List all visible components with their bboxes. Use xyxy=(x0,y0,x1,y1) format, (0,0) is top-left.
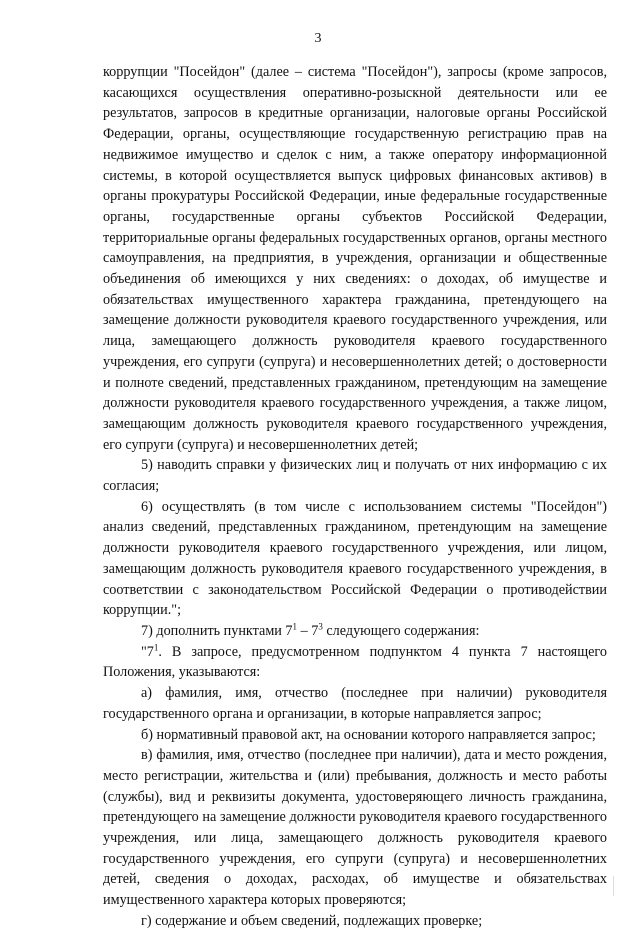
point-7-1-text-a: "7 xyxy=(141,643,154,660)
paragraph-subitem-a: а) фамилия, имя, отчество (последнее при наличии) руководителя государственного органа и организации, в которые направляется запрос; xyxy=(103,685,607,722)
scan-edge-mark xyxy=(613,876,622,896)
paragraph-point-7-1 xyxy=(103,642,607,683)
paragraph-item-7 xyxy=(103,621,607,642)
item-7-sup-1: 1 xyxy=(292,621,298,632)
document-body xyxy=(103,62,607,932)
paragraph-subitem-v: в) фамилия, имя, отчество (последнее при наличии), дата и место рождения, место регистрации, жительства и (или) пребывания, должность и место работы (службы), вид и реквизиты документа, удостоверяющего личность гражданина, претендующего на замещение должности руководителя краевого государственного учреждения, или лица, замещающего должность руководителя краевого государственного учреждения, его супруги (супруга) и несовершеннолетних детей, сведения о доходах, расходах, об имуществе и обязательствах имущественного характера которых проверяются; xyxy=(103,747,607,909)
item-7-sup-2: 3 xyxy=(318,621,323,632)
paragraph-subitem-b: б) нормативный правовой акт, на основании которого направляется запрос; xyxy=(141,726,596,743)
paragraph-item-6: 6) осуществлять (в том числе с использованием системы "Посейдон") анализ сведений, представленных гражданином, претендующим на замещение должности руководителя краевого государственного учреждения, или лицом, замещающим должность руководителя краевого государственного учреждения, в соответствии с законодательством Российской Федерации о противодействии коррупции."; xyxy=(103,498,607,619)
page-number: 3 xyxy=(314,31,322,46)
paragraph-item-5: 5) наводить справки у физических лиц и получать от них информацию с их согласия; xyxy=(103,457,607,495)
point-7-1-sup: 1 xyxy=(153,641,159,652)
item-7-text-a: 7) дополнить пунктами 7 xyxy=(141,622,293,639)
paragraph-continuation: коррупции "Посейдон" (далее – система "Посейдон"), запросы (кроме запросов, касающихся осуществления оперативно-розыскной деятельности или ее результатов, запросов в кредитные организации, налоговые органы Российской Федерации, органы, осуществляющие государственную регистрацию прав на недвижимое имущество и сделок с ним, а также оператору информационной системы, в которой осуществляется выпуск цифровых финансовых активов) в органы прокуратуры Российской Федерации, иные федеральные государственные органы, государственные органы субъектов Российской Федерации, территориальные органы федеральных государственных органов, органы местного самоуправления, на предприятия, в учреждения, организации и общественные объединения об имеющихся у них сведениях: о доходах, об имуществе и обязательствах имущественного характера гражданина, претендующего на замещение должности руководителя краевого государственного учреждения, или лица, замещающего должность руководителя краевого государственного учреждения, его супруги (супруга) и несовершеннолетних детей; о достоверности и полноте сведений, представленных гражданином, претендующим на замещение должности руководителя краевого государственного учреждения, а также лицом, замещающим должность руководителя краевого государственного учреждения, его супруги (супруга) и несовершеннолетних детей; xyxy=(103,64,607,453)
paragraph-subitem-g: г) содержание и объем сведений, подлежащих проверке; xyxy=(141,912,483,929)
item-7-text-b: – 7 xyxy=(297,622,319,639)
point-7-1-text-b: . В запросе, предусмотренном подпунктом 4 пункта 7 настоящего Положения, указываются: xyxy=(103,643,607,681)
item-7-text-c: следующего содержания: xyxy=(322,622,480,639)
